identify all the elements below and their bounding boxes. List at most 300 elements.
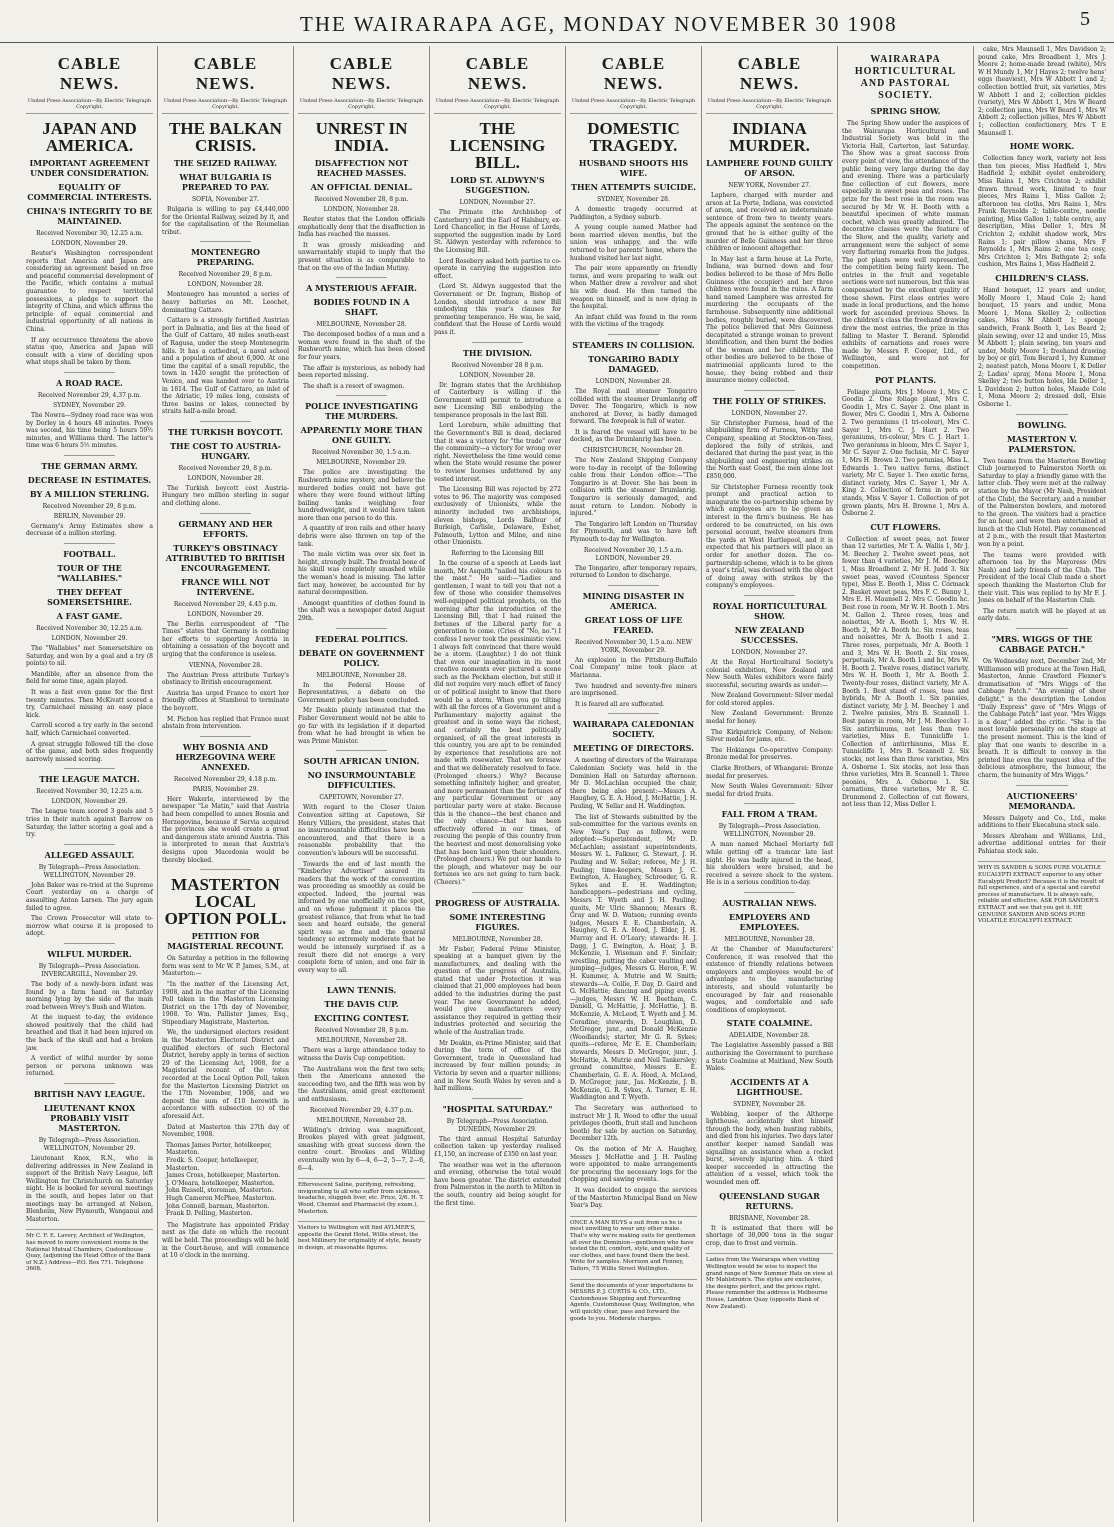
article-headline: DOMESTIC TRAGEDY. bbox=[587, 119, 680, 155]
list-item: Hugh Cameron McPhee, Masterton. bbox=[166, 1194, 277, 1202]
article-subheading: THEY DEFEAT SOMERSETSHIRE. bbox=[47, 587, 132, 608]
page-number: 5 bbox=[1080, 8, 1090, 30]
article-paragraph: Collection fancy work, variety not less than ten pieces, Miss Hadfield 1, Mrs Hadfield 2; exhibit eyelet embroidery, Miss Rains 1, Mrs Crichton 2; exhibit drawn thread work, limited to four pieces, Mrs Rains 1, Miss Gallon 2; afternoon tea cloths, Mrs Rains 1, Mrs Frank Reynolds 2; table-centre, needle painting, Miss Gallon 1; table centre, any description, Miss Deller 1, Mrs M Crichton 2; exhibit shadow work, Mrs Rains 1; pair pillow shams, Mrs F Reynolds 1, Mrs Rains 2; one tea cosy, Mrs Crichton 1; Mrs Bathgate 2; sofa cushion, Mrs Rains 1, Miss Hadfield 2. bbox=[978, 155, 1106, 269]
article-paragraph: A quantity of iron rails and other heavy debris were also thrown on top of the tank. bbox=[298, 525, 425, 548]
article-subheading: "HOSPITAL SATURDAY." bbox=[442, 1103, 553, 1114]
section-divider bbox=[64, 372, 115, 373]
article-paragraph: It is feared the vessel will have to be docked, as the Drumlanrig has been. bbox=[570, 428, 697, 444]
article-subheading: THE FOLLY OF STRIKES. bbox=[712, 395, 827, 406]
article-subheading: MASTERTON V. PALMERSTON. bbox=[1006, 433, 1077, 454]
article-paragraph: The Licensing Bill was rejected by 272 votes to 96. The majority was composed exclusively of Unionists, while the minority included two archbishops, eleven bishops, Lords Balfour of Burleigh, Carlisle, Delaware, Esher, Falmouth, Lytton and Milne, and nine other Unionists. bbox=[434, 486, 561, 547]
article-headline: MASTERTON LOCAL OPTION POLL. bbox=[164, 875, 287, 929]
article-subheading: THE SEIZED RAILWAY. bbox=[173, 158, 278, 168]
newspaper-columns bbox=[22, 46, 1112, 1522]
article-paragraph: Mr Deakin, ex-Prime Minister, said that during the term of office of the Government, trade in Queensland had increased by four million pounds; in Victoria by seven and a quarter millions; and in New South Wales by seven and a half millions. bbox=[434, 1039, 561, 1093]
article-paragraph: Carroll scored a try early in the second half, which Carmichael converted. bbox=[26, 722, 153, 737]
article-paragraph: If any occurrence threatens the above status quo, America and Japan will consult with a view of deciding upon what steps shall be taken by them. bbox=[26, 336, 153, 367]
article-paragraph: New Zealand Government: Silver medal for cold stored apples. bbox=[706, 692, 834, 707]
article-paragraph: A domestic tragedy occurred at Paddington, a Sydney suburb. bbox=[570, 206, 697, 221]
dateline: Received November 29, 8 p.m. bbox=[178, 271, 273, 279]
article-subheading: FRANCE WILL NOT INTERVENE. bbox=[181, 576, 270, 597]
article-subheading: NEW ZEALAND SUCCESSES. bbox=[734, 624, 805, 645]
column-6 bbox=[702, 46, 838, 1522]
article-paragraph: It is feared all are suffocated. bbox=[575, 700, 665, 708]
dateline: LONDON, November 27. bbox=[731, 648, 808, 656]
article-subheading: A FAST GAME. bbox=[56, 611, 123, 622]
article-paragraph: A meeting of directors of the Wairarapa Caledonian Society was held in the Dominion Hall on Saturday afternoon. Mr D. McLachlan occupied the chair, there being also present:—Messrs A. Haughey, G. E. A. Hood, J. McHattie, J. H. Pauling, W. Sellar and H. Waddington. bbox=[570, 757, 697, 810]
article-subheading: BODIES FOUND IN A SHAFT. bbox=[313, 297, 410, 318]
article-subheading: LIEUTENANT KNOX PROBABLY VISIT MASTERTON. bbox=[43, 1103, 136, 1134]
article-subheading: WILFUL MURDER. bbox=[47, 948, 132, 959]
dateline: LONDON, November 28. bbox=[187, 281, 264, 289]
article-subheading: IMPORTANT AGREEMENT UNDER CONSIDERATION. bbox=[29, 158, 150, 178]
advertisement: Send the documents of your importations to MESSRS P. J. CURTIS & CO., LTD., Customhouse Shipping and Forwarding Agents, Customhouse Quay, Wellington, who will quickly clear, pass and forward the goods to you. Moderate charges. bbox=[570, 1279, 697, 1323]
dateline: Received November 29, 4.45 p.m. bbox=[173, 600, 278, 608]
article-paragraph: On Wednesday next, December 2nd, Mr Williamson will produce at the Town Hall, Masterton, Annie Crawford Flexner's dramatisation of "Mrs Wiggs of the Cabbage Patch." "An evening of sheer delight," is the description the London "Daily Express" gave of "Mrs Wiggs of the Cabbage Patch" last year. "Mrs Wiggs is a dear," added the critic. "She is the most lovable personality on the stage at the present moment. This is the kind of play that one wants to describe in a breath. It is difficult to convey in the printed line even the vaguest idea of the delicious atmosphere, the humour, the charm, the humanity of Mrs Wiggs." bbox=[978, 658, 1106, 779]
newspaper-masthead bbox=[0, 0, 1114, 43]
article-subheading: TOUR OF THE "WALLABIES." bbox=[56, 563, 123, 584]
column-header: CABLE NEWS. bbox=[601, 54, 666, 93]
article-paragraph: Amongst quantities of clothes found in the shaft was a newspaper dated August 29th. bbox=[298, 599, 425, 622]
masthead-title: THE WAIRARAPA AGE, MONDAY NOVEMBER 30 1908 bbox=[300, 12, 898, 36]
article-paragraph: The Primate (the Archbishop of Canterbury) and the Earl of Halsbury, ex-Lord Chancellor, in the House of Lords, supported the suggestion made by Lord St. Aldwyn yesterday with reference to the Licensing Bill. bbox=[434, 209, 561, 254]
dateline: Received November 30, 1.5 a.m. bbox=[311, 449, 412, 457]
dateline: ADELAIDE, November 28. bbox=[729, 1032, 810, 1040]
dateline: MELBOURNE, November 28. bbox=[724, 935, 815, 943]
section-divider bbox=[64, 455, 115, 456]
article-paragraph: A verdict of wilful murder by some person or persons unknown was returned. bbox=[26, 1055, 153, 1078]
section-divider bbox=[472, 342, 523, 343]
section-divider bbox=[1016, 785, 1067, 786]
dateline: LONDON, November 29. bbox=[51, 240, 128, 247]
section-divider bbox=[472, 892, 523, 893]
press-credit: United Press Association—By Electric Telegraph Copyright. bbox=[570, 98, 697, 114]
article-paragraph: The decomposed bodies of a man and a woman were found in the shaft of the Rushworth mine, which has been closed for four years. bbox=[298, 331, 425, 361]
article-subheading: TURKEY'S OBSTINACY ATTRIBUTED TO BRITISH ENCOURAGEMENT. bbox=[165, 542, 286, 573]
section-divider bbox=[64, 943, 115, 944]
dateline: LONDON, November 29. bbox=[51, 635, 128, 643]
column-5 bbox=[566, 46, 702, 1522]
section-divider bbox=[200, 869, 251, 870]
article-paragraph: A young couple named Mather had been married eleven months, but the union was unhappy, and the wife returned to her parents' home, where the husband visited her last night. bbox=[570, 224, 697, 262]
article-paragraph: The Berlin correspondent of "The Times" states that Germany is confining her efforts to supporting Austria in obtaining a cessation of the boycott and urging that the conference is useless. bbox=[162, 620, 289, 659]
article-paragraph: Two teams from the Masterton Bowling Club journeyed to Palmerston North on Saturday to play a friendly game with the latter club. They were met at the railway station by the Mayor (Mr Nash, President of the Club), the Secretary, and a number of the Palmerston bowlers, and motored to the green. The visitors had a practice for an hour, and were then entertained at lunch at the Club Hotel. Play commenced at 2 p.m., with the result that Masterton won by a point. bbox=[978, 457, 1106, 549]
dateline: LONDON, November 29. bbox=[51, 798, 128, 806]
article-paragraph: Lieutenant Knox, R.N., who is delivering addresses in New Zealand in support of the British Navy League, left Wellington for Christchurch on Saturday night. He is booked for several meetings in the south, and hopes later on that meetings may be arranged at Nelson, Blenheim, New Plymouth, Wanganui and Masterton. bbox=[26, 1155, 153, 1223]
section-divider bbox=[64, 543, 115, 544]
article-subheading: STEAMERS IN COLLISION. bbox=[572, 339, 695, 350]
article-paragraph: The "Wallabies" met Somersetshire on Saturday, and won by a goal and a try (8 points) to nil. bbox=[26, 645, 153, 668]
article-subheading: FOOTBALL. bbox=[63, 549, 116, 560]
article-paragraph: The body of a newly-born infant was found by a farm hand on Saturday morning lying by the side of the main road between Wrey's Bush and Winton. bbox=[26, 980, 153, 1011]
article-subheading: A MYSTERIOUS AFFAIR. bbox=[306, 283, 417, 294]
article-subheading: ROYAL HORTICULTURAL SHOW. bbox=[712, 600, 827, 621]
article-subheading: DECREASE IN ESTIMATES. bbox=[27, 474, 152, 485]
dateline: MELBOURNE, November 28. bbox=[316, 671, 407, 679]
article-paragraph: Mr Fisher, Federal Prime Minister, speaking at a banquet given by the manufacturers, and dealing with the question of the progress of Australia, stated that under Protection it was claimed that 21,000 employees had been added to the industries during the past year. The new Government he added, would give manufacturers every assistance they required in getting their industries protected and securing the whole of the Australian trade. bbox=[434, 945, 561, 1037]
article-subheading: THEN ATTEMPTS SUICIDE. bbox=[570, 182, 696, 192]
article-paragraph: The Tongariro left London on Thursday for Plymouth, and was to have left Plymouth to-day for Wellington. bbox=[570, 520, 697, 543]
article-paragraph: The third annual Hospital Saturday collection taken up yesterday realised £1,150, an increase of £350 on last year. bbox=[434, 1135, 561, 1158]
list-item: Fredk. S. Cooper, hotelkeeper, Masterton. bbox=[166, 1156, 259, 1172]
column-header: CABLE NEWS. bbox=[57, 54, 122, 93]
article-subheading: QUEENSLAND SUGAR RETURNS. bbox=[719, 1190, 820, 1211]
section-divider bbox=[336, 277, 387, 278]
article-paragraph: Sir Christopher Furness recently took prompt and practical action to inaugurate the co-partnership scheme by which employees are to be given an interest in the firm's business. He has ordered to be constructed, on his own personal account, twelve steamers from the yards at West Hartlepool, and it is expected that his partners will place an order for another dozen. The co-partnership scheme, which is to be given a year's trial, was devised with the object of doing away with strikes by the company's employees. bbox=[706, 483, 833, 590]
dateline: By Telegraph—Press Association. INVERCARGILL, November 29. bbox=[38, 962, 141, 978]
column-header: CABLE NEWS. bbox=[193, 54, 258, 93]
article-subheading: FEDERAL POLITICS. bbox=[315, 633, 408, 644]
column-3 bbox=[294, 46, 430, 1522]
dateline: LONDON, November 27. bbox=[459, 199, 536, 206]
article-paragraph: At the inquest to-day, the evidence showed positively that the child had breathed and that it had been injured on the back of the skull and had a broken jaw. bbox=[26, 1014, 153, 1052]
article-subheading: LORD ST. ALDWYN'S SUGGESTION. bbox=[450, 175, 545, 195]
section-divider bbox=[744, 892, 795, 893]
article-paragraph: It is estimated that there will be shortage of 30,000 tons in the sugar crop, due to frost and vermin. bbox=[706, 1224, 833, 1247]
article-subheading: LAWN TENNIS. bbox=[326, 985, 397, 996]
article-paragraph: The Tongariro, after temporary repairs, returned to London to discharge. bbox=[570, 564, 697, 580]
article-subheading: NO INSURMOUNTABLE DIFFICULTIES. bbox=[307, 770, 416, 791]
article-paragraph: Laphere, charged with murder and arson at La Porte, Indiana, was convicted of arson, and received an indeterminate sentence of from two to twenty years. The appeals against the sentence on the ground that he is either guilty of the murder of Belle Guinness and her three children or innocent altogether. bbox=[706, 192, 833, 253]
article-paragraph: In the course of a speech at Leeds last month, Mr Asquith "nailed his colours to the mast." He said:—"Ladies and gentlemen, I want to tell you that not a few of those who consider themselves well-equipped political prophets, on the morning after the introduction of the Licensing Bill, that I had ruined the fortunes of the Liberal party for a generation to come. (Cries of "No, no.") I confess I never took the pessimistic view. I always felt convinced that there would be a storm. (Laughter.) I do not think that even our imagination in its most creative moments ever pictured a scene such as the Peckham election, but still it did not require very much effort of fancy or of political insight to know that there would be a storm. When you go tilting with all the forces of a Government and a Parliamentary majority against the greatest and in some ways the richest, and certainly the best politically organised, of all the great interests in this country, you are apt to be reminded by experience that resolutions are not made with rosewater. That we foresaw and that we deliberately resolved to face. (Prolonged cheers.) Why? Because something infinitely higher, and greater, and more permanent than the fortunes of any particular Government or any particular party were at stake. Because this is the chance—the best chance and the only chance—that has been effectively offered in our times, of rescuing the people of this country from the heaviest and most demoralising yoke that has been laid upon their shoulders. (Prolonged cheers.) We put our hands to the plough, and whatever may be our fortunes we are not going to turn back. (Cheers)." bbox=[434, 559, 561, 886]
article-subheading: WAIRARAPA CALEDONIAN SOCIETY. bbox=[572, 719, 695, 740]
article-subheading: PETITION FOR MAGISTERIAL RECOUNT. bbox=[167, 931, 284, 952]
article-paragraph: Hand bouquet, 12 years and under, Molly Moore 1, Maud Cole 2; hand bouquet, 15 years and under, Mona Moore 1, Mona Skelley 2; collection cakes, Miss M Abbott 1; sponge sandwich, Frank Booth 1, Les Beard 2; plain sewing, over 12 and under 15, Miss M Abbott 1; plain sewing, ten years and under, Molly Moore 1; freehand drawing by boy or girl, Tom Berard 1, Ivy Kummer 2; neatest patch, Mona Moore 1, K Deller 2; Ladies' spray, Mona Moore 1, Mona Skelley 2; two button holes, Ida Deller 1, L Davidson 2; button holes, Maude Cole 1, Mona Moore 2; dressed doll, Elsie Osborne 1. bbox=[978, 287, 1106, 408]
dateline: NEW YORK, November 27. bbox=[728, 182, 811, 189]
article-subheading: ACCIDENTS AT A LIGHTHOUSE. bbox=[730, 1076, 809, 1097]
press-credit: United Press Association—By Electric Telegraph Copyright. bbox=[162, 98, 289, 114]
article-subheading: FALL FROM A TRAM. bbox=[721, 809, 818, 820]
article-paragraph: On the motion of Mr A. Haughey, Messrs J. McHattie and J. H. Pauling were appointed to make arrangements for procuring the necessary logs for the chopping and sawing events. bbox=[570, 1146, 697, 1184]
article-paragraph: The Secretary was authorised to instruct Mr J. R. Wood to offer the usual privileges (booth, fruit stall and luncheon booth) for sale by auction on Saturday, December 12th. bbox=[570, 1105, 697, 1143]
list-item: J. O'Meara, hotelkeeper, Masterton. bbox=[166, 1179, 275, 1187]
dateline: MELBOURNE, November 28. bbox=[316, 321, 407, 329]
dateline: Received November 30, 1.5 a.m. NEW YORK, November 29. bbox=[575, 638, 692, 654]
article-paragraph: Germany's Army Estimates show a decrease of a million sterling. bbox=[26, 522, 153, 538]
article-paragraph: In the Federal House of Representatives, a debate on the Government policy has been concluded. bbox=[298, 681, 425, 704]
column-header: CABLE NEWS. bbox=[737, 54, 802, 93]
article-paragraph: cake, Mrs Maunsell 1, Mrs Davidson 2; pound cake, Mrs Broadbent 1, Mrs J. Moore 2; home-made bread (white), Mrs W H Mundy 1, Mr J Hayes 2; twelve hens' eggs (heaviest), Mrs W Abbott 1 and 2; collection bottled fruit, six varieties, Mrs W Abbott 1 and 2; collection pickles (variety), Mrs W Abbott 1, Mrs W Beard 2; collection jams, Mrs W Beard 1, Mrs W Abbott 2; collection jellies, Mrs W Abbott 1; collection confectionery, Mrs T E Maunsell 1. bbox=[978, 46, 1106, 137]
dateline: LONDON, November 28. bbox=[459, 371, 536, 379]
dateline: Received November 29, 8 p.m. bbox=[178, 464, 273, 472]
dateline: By Telegraph—Press Association. DUNEDIN, November 29. bbox=[446, 1117, 549, 1133]
column-4 bbox=[430, 46, 566, 1522]
article-paragraph: Clarke Brothers, of Whangarei: Bronze medal for preserves. bbox=[706, 765, 833, 780]
article-paragraph: Cattaro is a strongly fortified Austrian port in Dalmatia, and lies at the head of the Gulf of Cattaro, 40 miles south-east of Ragusa, under the steep Montenegrin hills. It has a cathedral, a naval school and a population of about 6,000. At one time the capital of a small republic, the town in 1420 sought the protection of Venice, and was handed over to Austria in 1814. The Gulf of Cattaro, an inlet of the Adriatic, 19 miles long, consists of three basins or lakes, connected by straits half-a-mile broad. bbox=[162, 317, 289, 416]
advertisement: Effervescent Saline, purifying, refreshing, invigorating to all who suffer from sickness, headache, sluggish liver, etc. Price, 2/6. H. T. Wood, Chemist and Pharmacist (by exam.), Masterton. bbox=[298, 1178, 425, 1215]
article-subheading: HUSBAND SHOOTS HIS WIFE. bbox=[578, 158, 689, 178]
dateline: MELBOURNE, November 28. bbox=[452, 935, 543, 943]
dateline: CAPETOWN, November 27. bbox=[319, 794, 404, 802]
article-subheading: EMPLOYERS AND EMPLOYEES. bbox=[728, 911, 811, 932]
article-paragraph: Mandible, after an absence from the field for some time, again played. bbox=[26, 670, 153, 686]
article-subheading: POT PLANTS. bbox=[874, 374, 937, 385]
article-paragraph: The police are investigating the Rushworth mine mystery, and believe the murdered bodies could not have got where they were found without lifting bailing tanks weighing four hundredweight, and it would have taken more than one person to do this. bbox=[298, 469, 425, 522]
article-paragraph: The Kirkpatrick Company, of Nelson: Silver medal for jams, etc. bbox=[706, 728, 833, 744]
article-paragraph: The shaft is a resort of swagmen. bbox=[303, 382, 405, 390]
section-divider bbox=[744, 803, 795, 804]
section-divider bbox=[64, 768, 115, 769]
article-paragraph: On Saturday a petition in the following form was sent to Mr W. P. James, S.M., at Masterton:— bbox=[162, 955, 289, 978]
article-subheading: DISAFFECTION NOT REACHED MASSES. bbox=[314, 158, 409, 178]
article-subheading: ALLEGED ASSAULT. bbox=[44, 849, 135, 860]
article-paragraph: The weather was wet in the afternoon and evening, otherwise the total would have been greater. The district extended from Palmerston in the north to Milton in the south, country aid being sought for the first time. bbox=[434, 1161, 561, 1207]
advertisement: ONCE A MAN BUYS a suit from us he is most unwilling to wear any other make. That's why we're making suits for gentlemen all over the Dominion—gentlemen who have tested the fit, comfort, style, and quality of our clothes, and have found them the best. Write for samples. Morrison and Fenney, Tailors, 75 Willis Street Wellington. bbox=[570, 1216, 697, 1273]
article-paragraph: The Australians won the first two sets; then the Americans annexed the succeeding two, and the fifth was won by the Australians, amid great excitement and enthusiasm. bbox=[298, 1065, 425, 1103]
dateline: PARIS, November 29. bbox=[192, 785, 259, 793]
list-item: Thomas James Porter, hotelkeeper, Masterton. bbox=[166, 1141, 272, 1157]
column-1 bbox=[22, 46, 158, 1522]
dateline: Received November 29, 4.37 p.m. bbox=[309, 1106, 414, 1114]
dateline: Received November 30, 12.25 a.m. bbox=[36, 230, 143, 237]
article-paragraph: The Royal mail steamer Tongariro collided with the steamer Drumlanrig off Dover. The Tongariro, which is now anchored at Dover, is badly damaged forward. The forepeak is full of water. bbox=[570, 387, 697, 426]
dateline: Received November 28 8 p.m. bbox=[451, 361, 544, 369]
article-paragraph: An infant child was found in the room with the victims of the tragedy. bbox=[570, 313, 697, 329]
article-subheading: STATE COALMINE. bbox=[726, 1018, 813, 1029]
article-subheading: EQUALITY OF COMMERCIAL INTERESTS. bbox=[27, 182, 152, 202]
section-divider bbox=[64, 844, 115, 845]
article-subheading: TONGARIRO BADLY DAMAGED. bbox=[588, 353, 679, 374]
article-paragraph: In May last a farm house at La Porte, Indiana, was burned down and four bodies believed to be those of Mrs Belle Guinness (the occupier) and her three children were found in the ruins. A farm hand named Lamphere was arrested for murdering the occupants of the farmhouse. Subsequently nine additional bodies, roughly buried, were discovered. The police believed that Mrs Guinness decapitated a strange woman to prevent identification, and then burnt the bodies of the woman and her children. The other bodies are believed to be those of matrimonial applicants lured to the house, they being robbed and their insurance money collected. bbox=[706, 255, 833, 385]
section-divider bbox=[200, 513, 251, 514]
article-subheading: DEBATE ON GOVERNMENT POLICY. bbox=[298, 647, 425, 668]
article-paragraph: Sir Christopher Furness, head of the shipbuilding firm of Furness, Withy and Company, speaking at Stockton-on-Tees, deplored the folly of strikes, and declared that during the past year, in the shipbuilding and engineering strikes on the North east Coast, the men alone lost £850,000. bbox=[706, 419, 833, 480]
article-paragraph: At the Chamber of Manufacturers' Conference, it was resolved that the existence of friendly relations between employers and employees would be of advantage to the manufacturing interests, and should voluntarily be encouraged by fair and reasonable wages, and comfortable and safe conditions of employment. bbox=[706, 945, 833, 1014]
dateline: LONDON, November 28. bbox=[595, 377, 672, 385]
article-paragraph: Mr Deakin plainly intimated that the Fisher Government would not be able to go far with its legislation if it departed from what he had brought in when he was Prime Minister. bbox=[298, 707, 425, 745]
dateline: Received November 30, 1.5 a.m. LONDON, November 29. bbox=[583, 546, 684, 562]
article-paragraph: Herr Wakerle, interviewed by the newspaper "Le Matin," said that Austria had been compelled to annex Bosnia and Herzegovina, because if Servia acquired the provinces she would create a great and dangerous state around Austria. This is interpreted to mean that Austria's designs upon Macedonia would be thereby blocked. bbox=[162, 795, 289, 864]
press-credit: United Press Association—By Electric Telegraph Copyright. bbox=[434, 98, 561, 114]
article-paragraph: Foliage plants, Mrs J. Moore 1, Mrs C. Goodin 2. One foliage plant, Mrs C. Goodin 1, Mrs C. Sayer 2. One plant in flower, Mrs C. Goodin 1, Mrs A. Osborne 2. Two geraniums (1 tri-colour), Mrs C. Sayer 1, Mrs C. J. Hart 2. Two geraniums, tri-colour, Mrs C. J. Hart 1. Two geraniums in bloom, Mrs C. Sayer 1, Mr C. Sayer 2. One fuchsia, Mr C. Sayer 1, Mrs H. Brown 2. Two petunias, Miss L. Edwards 1. Two native ferns, distinct variety, Mr C. Sayer 1. Two exotic ferns, distinct variety, Mrs C. Sayer 1, Mr A. King 2. Collection of ferns in pots or stands, Miss V. Sayer 1. Collection of pot grown plants, Mrs H. Browne 1, Mrs A. Osborne 2. bbox=[842, 388, 969, 518]
section-divider bbox=[336, 750, 387, 751]
article-paragraph: The list of Stewards submitted by the sub-committee for the various events on New Year's Day as follows, were adopted:—Superintendent, Mr D. McLachlan; assistant superintendents, Messrs W. L. Falkner, G. Stewart, J. H. Pauling and W. Sellar; referee, Mr J. H. Pauling; time-keepers, Messrs J. C. Ewington, A. Haughey, Schroeder, G. R. Sykes and E. H. Waddington; handicappers—pedestrians and cycling, Messrs T. Wyeth and J. H. Pauling; quoits, Mr Ulric Shannon; Messrs R. Gray and W. D. Watson; running events judges, Messrs E. E. Chamberlain, A. Haughey, G. E. A. Hood, J. Elder, J. H. Murray and H. O'Leary; stewards: H. J. Dagg, J. C. Ewington, A. Hoar, J. B. McKenzie, I. Wiseman and F. Sinclair; wrestling, putting the caber vaulting and jumping—judges, Messrs G. Heron, F. W. H. Kummer, A. Mutrie and W. Smith; stewards—A. Collie, F. Day, D. Gaird and G. McHattie; dancing and piping events—judges, Messrs W. H. Beetham, C. Daniell, G. McHattie, J. McHattie, J. B. McKenzie, A. McLeod, T. Wyeth and J. M. Coradine; stewards, D. Loughlan, D. McGregor, junr., and Donald McKenzie (Woodlands); starter, Mr G. R. Sykes; quoits—referee, Mr E. E. Chamberlain; stewards, Messrs D. McGregor, junr., J. McHattie, A. Mutrie and Neil Tankersley; ground committee, Messrs E. E. Chamberlain, G. E. A. Hood, A. McLeod, D. McGregor, junr., Jas. McKenzie, J. B. McKenzie, G. R. Sykes, A. Turner, E. H. Waddington and T. Wyeth. bbox=[570, 813, 697, 1102]
article-subheading: SPRING SHOW. bbox=[870, 106, 941, 116]
article-paragraph: A great struggle followed till the close of the game, and both sides frequently narrowly missed scoring. bbox=[26, 740, 153, 763]
press-credit: United Press Association—By Electric Telegraph Copyright. bbox=[706, 98, 833, 114]
dateline: Received November 30, 12.25 a.m. bbox=[36, 625, 143, 633]
article-subheading: POLICE INVESTIGATING THE MURDERS. bbox=[305, 401, 418, 422]
article-paragraph: It was grossly misleading and unwarrantably stupid to imply that the present situation is as comparable to that on the eve of the Indian Mutiny. bbox=[298, 241, 425, 272]
list-item: Frank D. Pelling, Masterton. bbox=[166, 1210, 253, 1218]
article-subheading: SOME INTERESTING FIGURES. bbox=[449, 911, 546, 932]
dateline: MELBOURNE, November 28. bbox=[316, 1116, 407, 1124]
article-paragraph: (Lord St. Aldwyn suggested that the Government or Dr. Ingram, Bishop of London, should introduce a new Bill embodying this year's clauses for promoting temperance. He was, he said, confident that the House of Lords would pass it. bbox=[434, 283, 561, 336]
press-credit: United Press Association—By Electric Telegraph Copyright. bbox=[298, 98, 425, 114]
article-paragraph: Messrs Dalgety and Co., Ltd., make additions to their Ekecahuna stock sale. bbox=[978, 814, 1106, 830]
dateline: VIENNA, November 28. bbox=[189, 661, 262, 669]
article-subheading: CHINA'S INTEGRITY TO BE MAINTAINED. bbox=[26, 206, 153, 226]
article-paragraph: Dr. Ingram states that the Archbishop of Canterbury is willing if the Government will permit to introduce a new Licensing Bill embodying the temperance proposals in the last Bill. bbox=[434, 381, 561, 419]
advertisement: Mr C. F. E. Lavery, Architect of Wellington, has moved to more convenient rooms in the National Mutual Chambers, Customhouse Quay, (adjoining the Head Office of the Bank of N.Z.) Address—P.O. Box 771. Telephone 3608. bbox=[26, 1229, 153, 1273]
section-divider bbox=[336, 395, 387, 396]
article-paragraph: The New Zealand Shipping Company were to-day in receipt of the following cable from their London office:—"The Tongariro is at Dover. She has been in collision with the steamer Drumlanrig. Tongariro is seriously damaged, and must return to London. Nobody is injured." bbox=[570, 457, 697, 518]
section-divider bbox=[64, 1083, 115, 1084]
article-subheading: "MRS. WIGGS OF THE CABBAGE PATCH." bbox=[991, 634, 1093, 654]
article-paragraph: At the Royal Horticultural Society's colonial exhibition, New Zealand and New South Wales exhibitors were fairly successful, securing awards as under:— bbox=[706, 658, 833, 689]
article-paragraph: M. Pichon has replied that France must abstain from intervention. bbox=[162, 715, 289, 731]
dateline: CHRISTCHURCH, November 28. bbox=[582, 447, 685, 455]
dateline: LONDON, November 28. bbox=[187, 474, 264, 482]
article-subheading: BY A MILLION STERLING. bbox=[29, 488, 150, 499]
section-divider bbox=[608, 334, 659, 335]
article-subheading: EXCITING CONTEST. bbox=[313, 1013, 410, 1024]
column-header: WAIRARAPA HORTICULTURAL AND PASTORAL SOCIETY. bbox=[854, 54, 957, 101]
article-subheading: THE DAVIS CUP. bbox=[324, 999, 399, 1010]
column-8 bbox=[974, 46, 1110, 1522]
press-credit: United Press Association—By Electric Telegraph Copyright. bbox=[26, 98, 153, 114]
dateline: Received November 28, 8 p.m. bbox=[314, 1027, 409, 1035]
article-subheading: APPARENTLY MORE THAN ONE GUILTY. bbox=[300, 425, 423, 446]
section-divider bbox=[1016, 414, 1067, 415]
article-subheading: MEETING OF DIRECTORS. bbox=[573, 743, 694, 754]
dateline: SOFIA, November 27. bbox=[192, 196, 259, 203]
section-divider bbox=[1016, 628, 1067, 629]
article-paragraph: The Nowra—Sydney road race was won by Dorley in 4 hours 48 minutes. Powys was second, his time being 5 hours 59½ minutes, and Williams third. The latter's time was 6 hours 5½ minutes. bbox=[26, 411, 153, 450]
article-paragraph: Bulgaria is willing to pay £4,440,000 for the Oriental Railway, seized by it, and for the capitalisation of the Roumelian tribut. bbox=[162, 206, 289, 236]
article-subheading: SOUTH AFRICAN UNION. bbox=[303, 756, 420, 767]
article-paragraph: The pair were apparently on friendly terms, and were preparing to walk out when Mather drew a revolver and shot his wife dead. He then turned the weapon on himself, and is now dying in the hospital. bbox=[570, 265, 697, 311]
dateline: Received November 28, 8 p.m. bbox=[314, 196, 409, 203]
section-divider bbox=[200, 421, 251, 422]
article-paragraph: Reuter's Washington correspondent reports that America and Japan are considering an agreement based on free and peaceful commercial development of the Pacific, which contains a mutual guarantee to respect territorial possessions, a pledge to support the integrity of China, and which affirms the principle of equal commercial and industrial opportunity of all nations in China. bbox=[26, 250, 153, 333]
article-subheading: BOWLING. bbox=[1017, 419, 1067, 430]
dateline: MELBOURNE, November 28. bbox=[316, 1037, 407, 1045]
article-subheading: CUT FLOWERS. bbox=[870, 521, 941, 532]
article-paragraph: John Baker was re-tried at the Supreme Court yesterday on a charge of assaulting Anton Larsen. The jury again failed to agree. bbox=[26, 881, 153, 912]
article-headline: JAPAN AND AMERICA. bbox=[42, 119, 137, 155]
advertisement: Ladies from the Wairarapa when visiting Wellington would be wise to inspect the grand range of New Summer Hats on view at Mr Mahlstrom's. The styles are exclusive, the designs perfect, and the prices right. Please remember the address is Melbourne House, Lambton Quay (opposite Bank of New Zealand). bbox=[706, 1253, 833, 1310]
article-paragraph: The male victim was over six feet in height, strongly built. The frontal bone of his skull was completely smashed while the woman's head is missing. The latter fact may, however, be accounted for by natural decomposition. bbox=[298, 551, 425, 597]
article-paragraph: New South Wales Government: Silver medal for dried fruits. bbox=[706, 783, 833, 798]
article-subheading: CHILDREN'S CLASS. bbox=[995, 273, 1089, 284]
article-paragraph: Two hundred and seventy-five miners are imprisoned. bbox=[570, 682, 697, 698]
section-divider bbox=[200, 241, 251, 242]
dateline: SYDNEY, November 29. bbox=[53, 401, 126, 409]
column-header: CABLE NEWS. bbox=[465, 54, 530, 93]
article-subheading: THE GERMAN ARMY. bbox=[41, 460, 138, 471]
dateline: By Telegraph—Press Association. WELLINGTON, November 29. bbox=[38, 863, 141, 879]
article-subheading: AUSTRALIAN NEWS. bbox=[722, 897, 817, 908]
column-2 bbox=[158, 46, 294, 1522]
advertisement: WHY IS SANDER & SONS PURE VOLATILE EUCALYPTI EXTRACT superior to any other Eucalypti Product? Because it is the result of full experience, and of a special and careful process of manufacture. It is always safe, reliable and effective. ASK FOR SANDER'S EXTRACT and see that you get it. HE GENUINE SANDER AND SONS PURE VOLATILE EUCALYPTI EXTRACT. bbox=[978, 861, 1106, 924]
dateline: BERLIN, November 29. bbox=[53, 512, 126, 520]
article-paragraph: The Crown Prosecutor will state to-morrow what course it is proposed to adopt. bbox=[26, 915, 153, 938]
article-subheading: MONTENEGRO PREPARING. bbox=[190, 247, 261, 268]
section-divider bbox=[744, 390, 795, 391]
article-paragraph: The Turkish boycott cost Austria-Hungary two million sterling in sugar and clothing alone. bbox=[162, 484, 289, 508]
section-divider bbox=[608, 585, 659, 586]
dateline: LONDON, November 27. bbox=[731, 409, 808, 417]
dateline: BRISBANE, November 28. bbox=[729, 1214, 810, 1222]
dateline: Received November 30, 12.25 a.m. bbox=[36, 788, 143, 796]
article-subheading: THE DIVISION. bbox=[462, 347, 533, 358]
dateline: LONDON, November 29. bbox=[187, 610, 264, 618]
dateline: By Telegraph—Press Association. WELLINGTON, November 29. bbox=[38, 1137, 141, 1153]
article-paragraph: The Austrian Press attribute Turkey's obstinacy to British encouragement. bbox=[162, 671, 289, 687]
article-paragraph: The return match will be played at an early date. bbox=[978, 607, 1106, 623]
article-paragraph: The Magistrate has appointed Friday next as the date on which the recount will be held. The proceedings will be held in the Court-house, and will commence at 10 o'clock in the morning. bbox=[162, 1221, 289, 1260]
article-paragraph: The Spring Show under the auspices of the Wairarapa Horticultural and Industrial Society was held in the Victoria Hall, Carterton, last Saturday. The Show was a great success from every point of view, the attendance of the public being very large during the day and evening. There was a particularly fine collection of cut flowers, more especially in sweet peas and roses. The prize for the best rose in the room was secured by Mr W. H. Booth with a beautiful specimen of white maman cochet, which was greatly admired. The decorative classes were the feature of the Show, and the quality, variety and arrangement were the subject of some very flattering remarks from the judges. The pot plants were well represented, the competition being fairly keen. The entries in the fruit and vegetable sections were not numerous, but this was compensated by the excellent quality of those shown. First class entries were made in local productions, and the home work for ascended previous Shows. In the children's class the freehand drawing drew the most entries, the prize in this falling to Master T. Berand. Splendid exhibits of carnations and roses were made by Messrs F. Cooper, Ltd., of Wellington, and were not for competition. bbox=[842, 120, 969, 370]
article-subheading: BRITISH NAVY LEAGUE. bbox=[33, 1089, 146, 1100]
dateline: MELBOURNE, November 29. bbox=[316, 459, 407, 467]
article-paragraph: The League team scored 3 goals and 5 tries in their match against Barrow on Saturday, the latter scoring a goal and a try. bbox=[26, 808, 153, 839]
article-paragraph: Austria has urged France to exert her friendly offices at Stamboul to terminate the boycott. bbox=[162, 689, 289, 712]
article-subheading: WHY BOSNIA AND HERZEGOVINA WERE ANNEXED. bbox=[175, 741, 276, 772]
article-paragraph: It was a fast even game for the first twenty minutes. Then McKivatt scored a try, Carmichael missing an easy place kick. bbox=[26, 689, 153, 719]
dateline: By Telegraph—Press Association. WELLINGTON, November 29. bbox=[718, 823, 821, 839]
article-subheading: A ROAD RACE. bbox=[56, 377, 123, 388]
section-divider bbox=[472, 1098, 523, 1099]
article-paragraph: Reuter states that the London officials emphatically deny that the disaffection in India has reached the masses. bbox=[298, 216, 425, 239]
section-divider bbox=[200, 736, 251, 737]
article-subheading: PROGRESS OF AUSTRALIA. bbox=[435, 897, 560, 908]
article-paragraph: Towards the end of last month the "Kimberley Advertiser" assured its readers that the work of the convention was proceeding as smoothly as could be expected. Indeed, the journal was informed by one unofficially on the spot, and on whose judgment it places the greatest reliance, that from what he had seen and heard outside, the general spirit was so fine and the general tendency so extremely moderate that he would be intensely surprised if as a result there did not emerge a very complete form of union, and one fair in every way to all. bbox=[298, 860, 425, 974]
dateline: SYDNEY, November 28. bbox=[597, 196, 670, 203]
article-subheading: GREAT LOSS OF LIFE FEARED. bbox=[584, 614, 683, 635]
article-paragraph: With regard to the Closer Union Convention sitting at Capetown, Sir Henry Villiers, the president, states that no insurmountable difficulties have been encountered, and that there is a reasonable probability that the convention's labours will be successful. bbox=[298, 804, 425, 857]
article-subheading: WHAT BULGARIA IS PREPARED TO PAY. bbox=[179, 172, 272, 192]
article-paragraph: Collection of sweet peas, not fewer than 12 varieties, Mr T. A. Wallis 1, Mr J. M. Beechey 2. Twelve sweet peas, not fewer than 4 varieties, Mr J. M. Beechey 1, Miss Broadbent 2. Mr H. Judd 3. Six sweet peas, waved (Countess Spencer type), Miss E. Booth 1, Miss C. Cormack 2. Basket sweet peas, Mrs F. C. Bunny 1, Mrs E. H. Maunsell 2. Mrs C. Goodin hc. Best rose in room, Mr W. H. Booth 1. Mrs M. Gallon 2. Three roses, teas and noisettes, Mr A. Booth 1, Mrs W. H. Booth 2, Mr A. Booth hc. Six roses, teas and noisettes, Mr A. Booth 1 and 2. Three roses, perpetuals, Mr A. Booth 1 and 3, Mrs W. H. Booth 2. Six roses, perpetuals, Mr A. Booth 1 and hc, Mrs W. H. Booth 2. Twelve roses, distinct variety, Mrs W. H. Booth 1, Mr A. Booth 2. Twenty-four roses, distinct variety, Mr A. Booth 1. Best stand of roses, teas and hybrids, Mr A. Booth 1. Six pansies, distinct variety, Mr J. M. Beechey 1 and 2. Twelve pansies, Mrs B. Scannell 1. Best pansy in room, Mr J. M. Beechey 1. Six antirrhinums, not less than two varieties, Miss E. Tunnicliffe 1. Collection of antirrhinums, Miss E. Tunnicliffe 1, Mrs B. Scannell 2. Six stocks, not less than three varieties, Mrs A. Osborne 1. Six stocks, not less than three varieties, Mrs B. Scannell 1. Three peonies, Mrs A. Osborne 1. Six carnations, three varieties, Mr R. C. Drummond 2. Collection of cut flowers, not less than 12, Miss Deller 1. bbox=[842, 535, 969, 809]
article-headline: INDIANA MURDER. bbox=[729, 119, 810, 155]
advertisement: Visitors to Wellington will find AYLMER'S, opposite the Grand Hotel, Willis street, the best Millinery for originality of style, beauty in design, at reasonable figures. bbox=[298, 1221, 425, 1251]
article-subheading: THE COST TO AUSTRIA-HUNGARY. bbox=[170, 440, 281, 461]
article-paragraph: The Hokianga Co-operative Company: Bronze medal for preserves. bbox=[706, 746, 833, 762]
article-subheading: AUCTIONEERS' MEMORANDA. bbox=[1006, 790, 1078, 811]
article-paragraph: "In the matter of the Licensing Act, 1908, and in the matter of the Licensing Poll taken in the Masterton Licensing District on the 17th day of November, 1908. To Wm. Pallister James, Esq., Stipendiary Magistrate, Masterton. bbox=[162, 980, 289, 1026]
article-paragraph: We, the undersigned electors resident in the Masterton Electoral District and qualified electors of such Electoral District, hereby apply in terms of section 29 of the Licensing Act, 1908, for a Magisterial recount of the votes recorded at the Local Option Poll, taken for the Masterton Licensing District on the 17th November, 1908, and we deposit the sum of £10 herewith in accordance with subsection (c) of the aforesaid Act. bbox=[162, 1029, 289, 1120]
article-paragraph: Wilding's driving was magnificent, Brookes played with great judgment, smashing with great success down the centre court. Brookes and Wilding eventually won by 6—4, 6—2, 5—7, 2—6, 6—4. bbox=[298, 1126, 425, 1172]
article-paragraph: An explosion in the Pittsburg-Buffalo Coal Company' mine took place at Marianna. bbox=[570, 656, 697, 679]
column-header: CABLE NEWS. bbox=[329, 54, 394, 93]
article-paragraph: Lord Rosebery asked both parties to co-operate in carrying the suggestion into effect. bbox=[434, 257, 561, 280]
signatory-list bbox=[162, 1142, 289, 1218]
article-subheading: MINING DISASTER IN AMERICA. bbox=[582, 590, 685, 611]
dateline: Received November 29, 8 p.m. bbox=[42, 502, 137, 510]
article-subheading: GERMANY AND HER EFFORTS. bbox=[178, 518, 273, 539]
article-paragraph: Montenegro has mounted a series of heavy batteries on Mt. Leochet, dominating Cattaro. bbox=[162, 291, 289, 314]
section-divider bbox=[336, 628, 387, 629]
article-subheading: HOME WORK. bbox=[1009, 141, 1075, 152]
article-headline: THE BALKAN CRISIS. bbox=[169, 119, 282, 155]
article-subheading: THE TURKISH BOYCOTT. bbox=[168, 426, 283, 437]
dateline: Referring to the Licensing Bill bbox=[451, 549, 544, 557]
column-7 bbox=[838, 46, 974, 1522]
article-paragraph: The teams were provided with afternoon tea by the Mayoress (Mrs Nash) and lady friends of the Club. The President of the local Club made a short speech thanking the Masterton Club for their visit. This was replied to by Mr F. J. Jones on behalf of the Masterton Club. bbox=[978, 551, 1106, 605]
dateline: Received November 29, 4.37 p.m. bbox=[37, 391, 142, 399]
article-paragraph: Dated at Masterton this 27th day of November, 1908. bbox=[162, 1123, 289, 1139]
article-paragraph: The affair is mysterious, as nobody had been reported missing. bbox=[298, 364, 425, 380]
dateline: SYDNEY, November 28. bbox=[733, 1100, 806, 1108]
article-headline: UNREST IN INDIA. bbox=[315, 119, 408, 155]
section-divider bbox=[336, 979, 387, 980]
article-paragraph: It was decided to engage the services of the Masterton Municipal Band on New Year's Day. bbox=[570, 1187, 697, 1210]
article-paragraph: The Legislative Assembly passed a Bill authorising the Government to purchase a State Coalmine at Maitland, New South Wales. bbox=[706, 1042, 833, 1073]
article-subheading: THE LEAGUE MATCH. bbox=[39, 774, 140, 785]
section-divider bbox=[608, 713, 659, 714]
article-paragraph: New Zealand Government: Bronze medal for honey. bbox=[706, 710, 833, 726]
article-paragraph: Messrs Abraham and Williams, Ltd., advertise additional entries for their Pahiatua stock sale. bbox=[978, 832, 1106, 855]
dateline: LONDON, November 28. bbox=[323, 206, 400, 213]
dateline: Received November 29, 4.18 p.m. bbox=[173, 775, 278, 783]
list-item: John Connell, barman, Masterton. bbox=[166, 1202, 270, 1210]
article-paragraph: A man named Michael Moriarty fell while getting off a tramcar late last night. He was badly injured in the head, his shoulders were bruised, and he received a severe shock to the system. He is in a serious condition to-day. bbox=[706, 841, 833, 887]
article-paragraph: Webbing, keeper of the Althorpe lighthouse, accidentally shot himself through the body, when hunting rabbits, and died from his injuries. Two days later another keeper named Sandall was signalling an assistance when a rocket burst, severely injuring him. A third keeper succeeded in attracting the attention of a vessel, which took the wounded men off. bbox=[706, 1110, 833, 1187]
article-paragraph: Lord Loreburn, while admitting that the Government's Bill is dead, declared that it was a victory for "the trade" over the community—a victory for wrong over right. Nevertheless the time would come when the State would resume the power to review licenses unfettered by any vested interest. bbox=[434, 422, 561, 483]
list-item: James Cross, hotelkeeper, Masterton. bbox=[166, 1172, 281, 1180]
article-subheading: LAMPHERE FOUND GUILTY OF ARSON. bbox=[706, 158, 833, 178]
section-divider bbox=[744, 595, 795, 596]
